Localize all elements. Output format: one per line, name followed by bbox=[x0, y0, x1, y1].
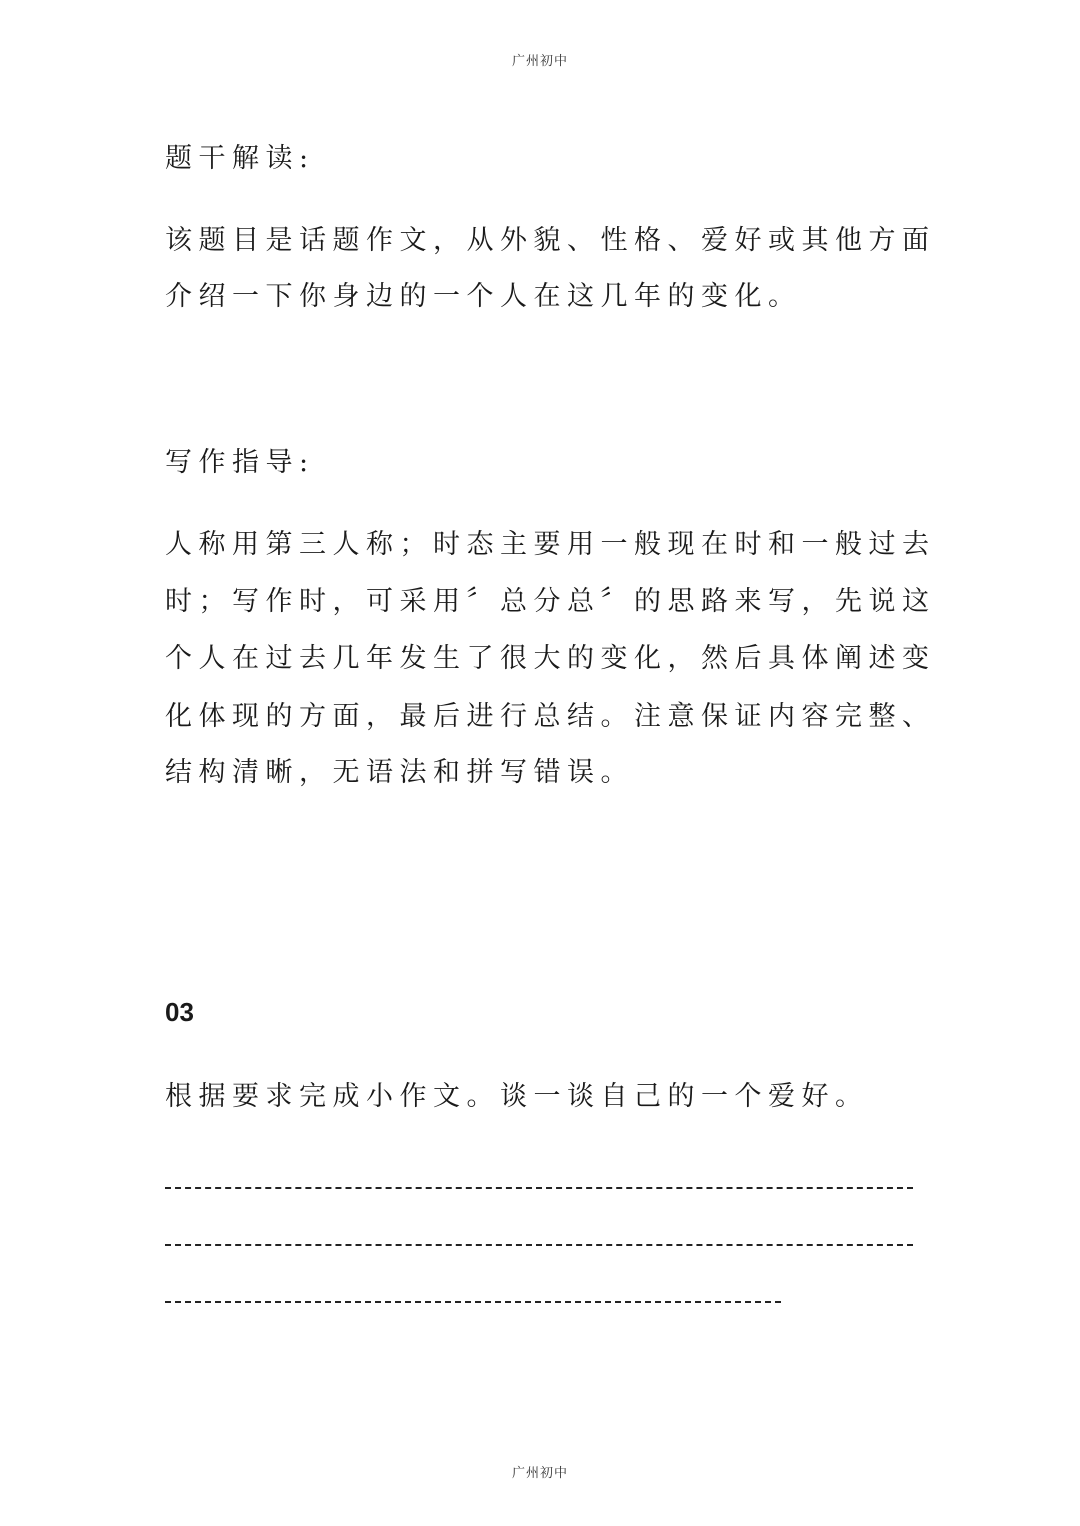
answer-line-1 bbox=[165, 1187, 913, 1189]
answer-line-2 bbox=[165, 1244, 913, 1246]
guide-line-2: 时；写作时，可采用〞总分总〞的思路来写，先说这 bbox=[165, 586, 936, 617]
analysis-heading: 题干解读: bbox=[165, 143, 315, 174]
question-number: 03 bbox=[165, 997, 194, 1027]
answer-line-3 bbox=[165, 1301, 781, 1303]
guide-heading: 写作指导: bbox=[165, 447, 315, 478]
analysis-line-1: 该题目是话题作文，从外貌、性格、爱好或其他方面 bbox=[165, 225, 936, 256]
page-header: 广州初中 bbox=[511, 54, 568, 69]
analysis-line-2: 介绍一下你身边的一个人在这几年的变化。 bbox=[165, 281, 802, 312]
page-footer: 广州初中 bbox=[511, 1466, 568, 1481]
guide-line-4: 化体现的方面，最后进行总结。注意保证内容完整、 bbox=[165, 701, 936, 732]
question-prompt: 根据要求完成小作文。谈一谈自己的一个爱好。 bbox=[165, 1081, 869, 1112]
guide-line-3: 个人在过去几年发生了很大的变化，然后具体阐述变 bbox=[165, 643, 936, 674]
guide-line-1: 人称用第三人称；时态主要用一般现在时和一般过去 bbox=[165, 529, 936, 560]
guide-line-5: 结构清晰，无语法和拼写错误。 bbox=[165, 757, 634, 788]
